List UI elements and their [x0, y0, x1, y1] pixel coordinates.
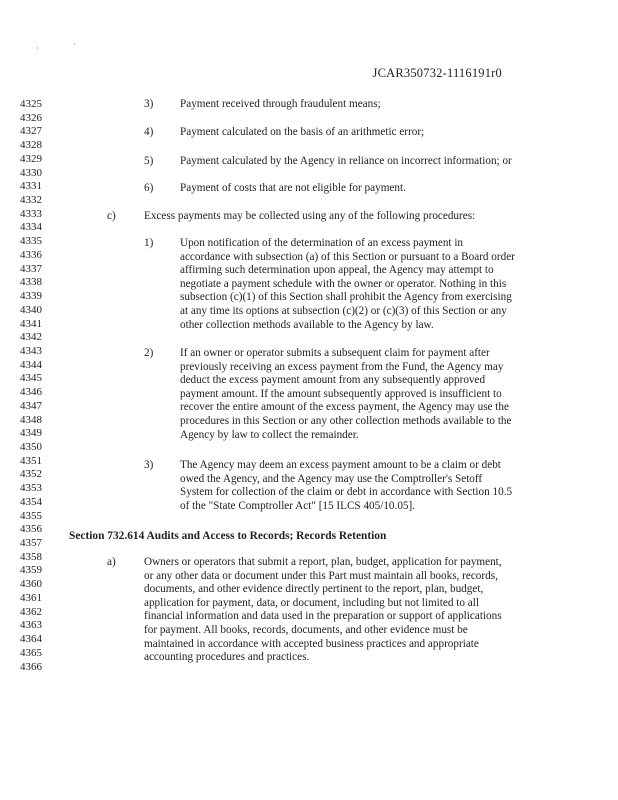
paragraph-line: or any other data or document under this Part must maintain all books, records,: [144, 569, 498, 582]
document-id: JCAR350732-1116191r0: [372, 66, 502, 80]
line-number: 4366: [20, 660, 42, 673]
line-number: 4333: [20, 207, 42, 220]
paragraph-line: payment amount. If the amount subsequently approved is insufficient to: [180, 387, 502, 400]
line-number: 4344: [20, 358, 42, 371]
paragraph-line: System for collection of the claim or debt in accordance with Section 10.5: [180, 486, 513, 499]
line-number: 4334: [20, 221, 42, 234]
line-number: 4364: [20, 633, 42, 646]
item-label: 1): [144, 237, 154, 249]
paragraph-line: previously receiving an excess payment from the Fund, the Agency may: [180, 360, 504, 373]
line-number: 4349: [20, 427, 42, 440]
line-number: 4335: [20, 235, 42, 248]
paragraph-line: negotiate a payment schedule with the owner or operator. Nothing in this: [180, 277, 507, 290]
paragraph-line: Owners or operators that submit a report, plan, budget, application for payment,: [144, 556, 502, 568]
paragraph: [180, 237, 515, 332]
line-number: 4357: [20, 537, 42, 550]
line-number: 4362: [20, 605, 42, 618]
paragraph-line: at any time its options at subsection (c)(2) or (c)(3) of this Section or any: [180, 304, 507, 317]
item-text: Payment of costs that are not eligible for payment.: [180, 182, 406, 194]
line-number: 4336: [20, 248, 42, 261]
line-number: 4340: [20, 303, 42, 316]
paragraph-line: deduct the excess payment amount from any subsequently approved: [180, 374, 486, 387]
paragraph-line: Upon notification of the determination of an excess payment in: [180, 237, 464, 249]
line-number: 4347: [20, 399, 42, 412]
subsection-label: a): [107, 556, 116, 568]
line-number: 4327: [20, 125, 42, 138]
line-number: 4354: [20, 495, 42, 508]
paragraph: [144, 556, 502, 665]
item-label: 3): [144, 459, 154, 471]
subsection-text: Excess payments may be collected using any of the following procedures:: [144, 210, 476, 222]
line-number: 4332: [20, 194, 42, 207]
item-label: 6): [144, 182, 154, 194]
line-number: 4331: [20, 180, 42, 193]
line-number: 4341: [20, 317, 42, 330]
paragraph-line: recover the entire amount of the excess payment, the Agency may use the: [180, 401, 509, 414]
line-number: 4348: [20, 413, 42, 426]
line-number: 4353: [20, 482, 42, 495]
paragraph: [180, 347, 512, 442]
line-number: 4358: [20, 550, 42, 563]
line-number: 4343: [20, 344, 42, 357]
paragraph-line: documents, and other evidence directly pertinent to the report, plan, budget,: [144, 583, 484, 596]
paragraph-line: The Agency may deem an excess payment amount to be a claim or debt: [180, 459, 501, 471]
paragraph-line: maintained in accordance with accepted business practices and appropriate: [144, 637, 479, 650]
line-number: 4329: [20, 152, 42, 165]
line-number: 4363: [20, 619, 42, 632]
line-number: 4365: [20, 646, 42, 659]
paragraph-line: accounting procedures and practices.: [144, 651, 310, 664]
line-number: 4328: [20, 139, 42, 152]
item-label: 4): [144, 126, 154, 138]
line-number: 4345: [20, 372, 42, 385]
paragraph-line: financial information and data used in the preparation or support of applications: [144, 610, 502, 623]
line-number: 4360: [20, 578, 42, 591]
paragraph-line: affirming such determination upon appeal, the Agency may attempt to: [180, 264, 494, 277]
subsection-label: c): [107, 210, 116, 222]
scan-speck: ·: [36, 44, 39, 53]
item-text: Payment calculated by the Agency in reliance on incorrect information; or: [180, 155, 512, 167]
line-number: 4326: [20, 111, 42, 124]
item-label: 5): [144, 155, 154, 167]
paragraph: [180, 459, 512, 513]
line-number: 4356: [20, 523, 42, 536]
item-label: 2): [144, 347, 154, 359]
item-text: Payment calculated on the basis of an arithmetic error;: [180, 126, 425, 138]
paragraph-line: application for payment, data, or document, including but not limited to all: [144, 596, 479, 609]
line-number: 4361: [20, 591, 42, 604]
paragraph-line: other collection methods available to the Agency by law.: [180, 318, 434, 331]
item-text: Payment received through fraudulent means;: [180, 98, 381, 110]
line-number: 4330: [20, 166, 42, 179]
paragraph-line: subsection (c)(1) of this Section shall prohibit the Agency from exercising: [180, 291, 512, 304]
line-number: 4338: [20, 276, 42, 289]
paragraph-line: accordance with subsection (a) of this Section or pursuant to a Board order: [180, 250, 515, 263]
paragraph-line: Agency by law to collect the remainder.: [180, 428, 359, 441]
line-number: 4337: [20, 262, 42, 275]
paragraph-line: of the "State Comptroller Act" [15 ILCS 405/10.05].: [180, 499, 416, 512]
line-number: 4359: [20, 564, 42, 577]
line-number: 4339: [20, 290, 42, 303]
paragraph-line: If an owner or operator submits a subsequent claim for payment after: [180, 347, 490, 359]
section-heading: Section 732.614 Audits and Access to Records; Records Retention: [69, 530, 387, 542]
line-number: 4350: [20, 441, 42, 453]
line-number: 4325: [20, 98, 42, 110]
line-number: 4351: [20, 454, 42, 467]
paragraph-line: owed the Agency, and the Agency may use the Comptroller's Setoff: [180, 472, 483, 485]
line-number: 4346: [20, 386, 42, 399]
scan-speck: ·: [73, 40, 76, 49]
paragraph-line: procedures in this Section or any other collection methods available to the: [180, 414, 512, 427]
item-label: 3): [144, 98, 154, 110]
paragraph-line: for payment. All books, records, documents, and other evidence must be: [144, 623, 468, 636]
line-number: 4355: [20, 509, 42, 522]
line-number: 4352: [20, 468, 42, 481]
line-number: 4342: [20, 331, 42, 344]
